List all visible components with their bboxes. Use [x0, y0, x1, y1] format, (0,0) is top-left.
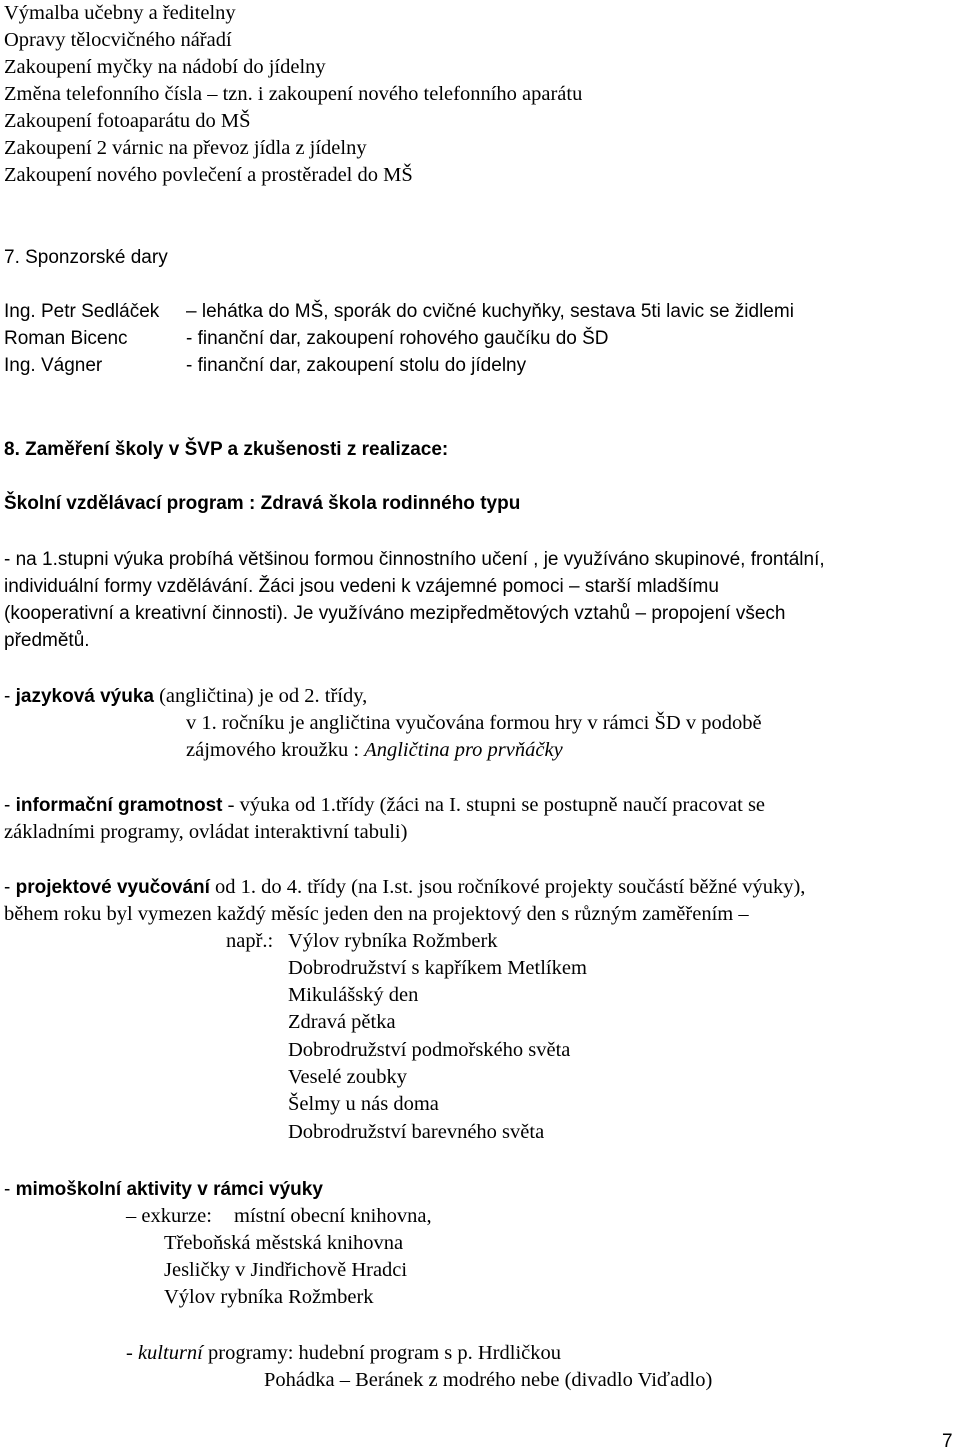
projects-bold: projektové vyučování: [15, 877, 210, 898]
projects-line: během roku byl vymezen každý měsíc jeden den na projektový den s různým zaměřením –: [4, 903, 749, 925]
excursion-item: místní obecní knihovna,: [234, 1205, 432, 1227]
paragraph-line: individuální formy vzdělávání. Žáci jsou vedeni k vzájemné pomoci – starší mladšímu: [4, 576, 719, 597]
sponsor-name: Ing. Vágner: [4, 355, 103, 376]
purchase-item: Výmalba učebny a ředitelny: [4, 2, 236, 24]
excursion-item: Výlov rybníka Rožmberk: [164, 1286, 374, 1308]
extra-line: - mimoškolní aktivity v rámci výuky: [4, 1179, 323, 1200]
project-item: Zdravá pětka: [288, 1011, 396, 1033]
culture-line: - kulturní programy: hudební program s p. Hrdličkou: [126, 1342, 561, 1364]
project-item: Mikulášský den: [288, 984, 419, 1006]
section-heading-sponsors: 7. Sponzorské dary: [4, 247, 168, 268]
excursion-item: Třeboňská městská knihovna: [164, 1232, 404, 1254]
lang-club-name: Angličtina pro prvňáčky: [364, 739, 563, 761]
info-bold: informační gramotnost: [15, 795, 223, 816]
info-line: základními programy, ovládat interaktivní tabuli): [4, 821, 408, 843]
culture-italic: kulturní: [137, 1342, 203, 1364]
sponsor-detail: – lehátka do MŠ, sporák do cvičné kuchyňky, sestava 5ti lavic se židlemi: [186, 301, 794, 322]
excursion-prefix: – exkurze:: [126, 1205, 212, 1227]
paragraph-line: (kooperativní a kreativní činnosti). Je využíváno mezipředmětových vztahů – propojení všech: [4, 603, 786, 624]
purchase-item: Zakoupení fotoaparátu do MŠ: [4, 110, 251, 132]
projects-example-prefix: např.:: [226, 930, 274, 952]
lang-line: - jazyková výuka (angličtina) je od 2. třídy,: [4, 685, 368, 707]
sponsor-detail: - finanční dar, zakoupení stolu do jídelny: [186, 355, 527, 376]
project-item: Šelmy u nás doma: [288, 1093, 439, 1115]
project-item: Výlov rybníka Rožmberk: [288, 930, 498, 952]
sponsor-name: Ing. Petr Sedláček: [4, 301, 160, 322]
excursion-item: Jesličky v Jindřichově Hradci: [164, 1259, 408, 1281]
project-item: Veselé zoubky: [288, 1066, 407, 1088]
lang-line: v 1. ročníku je angličtina vyučována formou hry v rámci ŠD v podobě: [186, 712, 762, 734]
extra-bold: mimoškolní aktivity v rámci výuky: [15, 1179, 323, 1200]
paragraph-line: předmětů.: [4, 630, 90, 651]
info-line: - informační gramotnost - výuka od 1.třídy (žáci na I. stupni se postupně naučí pracovat se: [4, 794, 766, 816]
projects-line: - projektové vyučování od 1. do 4. třídy (na I.st. jsou ročníkové projekty součástí běžné výuky),: [4, 876, 806, 898]
project-item: Dobrodružství podmořského světa: [288, 1039, 571, 1061]
purchase-item: Zakoupení myčky na nádobí do jídelny: [4, 56, 326, 78]
project-item: Dobrodružství s kapříkem Metlíkem: [288, 957, 587, 979]
sponsor-detail: - finanční dar, zakoupení rohového gaučíku do ŠD: [186, 328, 609, 349]
section-heading-program: 8. Zaměření školy v ŠVP a zkušenosti z realizace:: [4, 439, 449, 460]
paragraph-line: - na 1.stupni výuka probíhá většinou formou činnostního učení , je využíváno skupinové, frontální,: [4, 549, 825, 570]
purchase-item: Opravy tělocvičného nářadí: [4, 29, 232, 51]
project-item: Dobrodružství barevného světa: [288, 1121, 545, 1143]
lang-bold: jazyková výuka: [15, 686, 154, 707]
program-title: Školní vzdělávací program : Zdravá škola rodinného typu: [4, 493, 521, 514]
page-number: 7: [942, 1431, 953, 1452]
culture-line: Pohádka – Beránek z modrého nebe (divadlo Viďadlo): [264, 1369, 713, 1391]
sponsor-name: Roman Bicenc: [4, 328, 128, 349]
lang-line: zájmového kroužku : Angličtina pro prvňáčky: [186, 739, 563, 761]
purchase-item: Zakoupení nového povlečení a prostěradel do MŠ: [4, 164, 413, 186]
purchase-item: Změna telefonního čísla – tzn. i zakoupení nového telefonního aparátu: [4, 83, 583, 105]
purchase-item: Zakoupení 2 várnic na převoz jídla z jídelny: [4, 137, 367, 159]
